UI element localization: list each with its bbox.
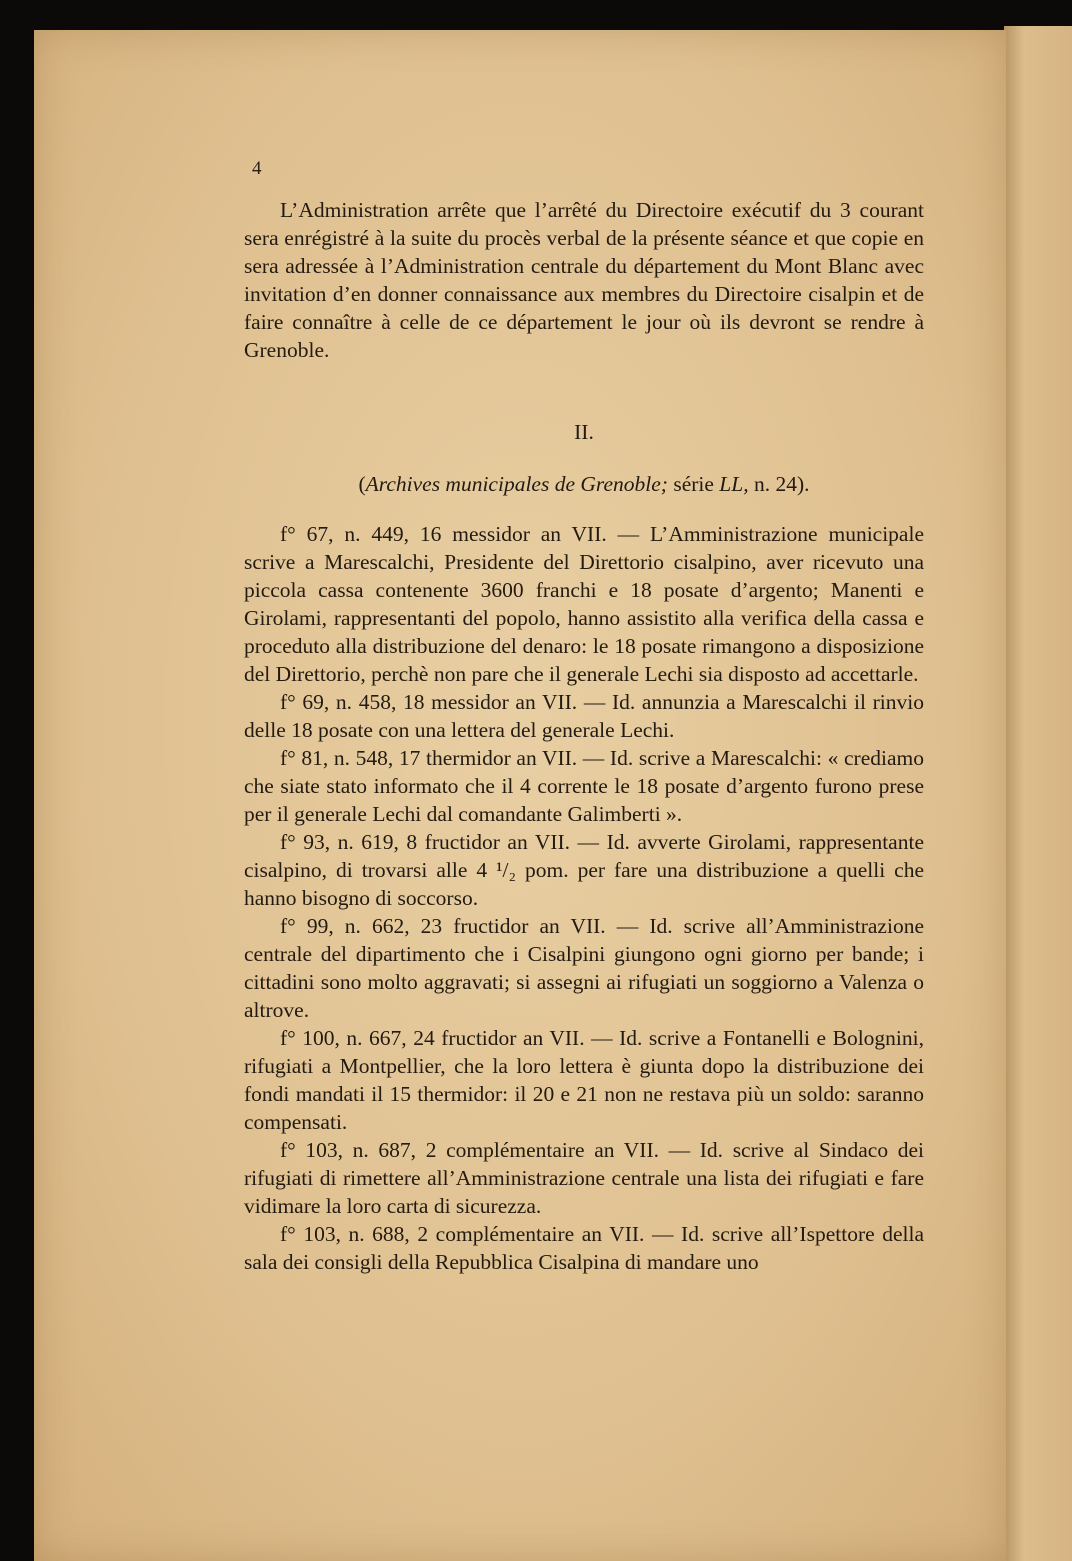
page-number: 4: [252, 158, 262, 179]
entry-paragraph: f° 103, n. 687, 2 complémentaire an VII. — Id. scrive al Sindaco dei rifugiati di rimettere all’Amministrazione centrale una lista dei rifugiati e fare vidimare la loro carta di sicurezza.: [244, 1138, 924, 1218]
entry-paragraph: f° 67, n. 449, 16 messidor an VII. — L’Amministrazione municipale scrive a Marescalchi, Presidente del Direttorio cisalpino, aver ricevuto una piccola cassa contenente 3600 franchi e 18 posate d’argento; Manenti e Girolami, rappresentanti del popolo, hanno assistito alla verifica della cassa e proceduto alla distribuzione del denaro: le 18 posate rimangono a disposizione del Direttorio, perchè non pare che il generale Lechi sia disposto ad accettarle.: [244, 522, 924, 686]
source-archive: Archives municipales de Grenoble;: [365, 472, 668, 496]
entries-block: [244, 520, 924, 1276]
entry-paragraph: f° 103, n. 688, 2 complémentaire an VII. — Id. scrive all’Ispettore della sala dei consigli della Repubblica Cisalpina di mandare uno: [244, 1222, 924, 1274]
section-heading: II.: [574, 420, 594, 444]
source-serie: série: [667, 472, 720, 496]
entry-paragraph: f° 93, n. 619, 8 fructidor an VII. — Id. avverte Girolami, rappresentante cisalpino, di trovarsi alle 4 ¹/₂ pom. per fare una distribuzione a quelli che hanno bisogno di soccorso.: [244, 830, 924, 910]
source-close: n. 24).: [748, 472, 810, 496]
source-citation: [244, 470, 924, 498]
source-open: (: [358, 472, 366, 496]
entry-paragraph: f° 100, n. 667, 24 fructidor an VII. — Id. scrive a Fontanelli e Bolognini, rifugiati a Montpellier, che la loro lettera è giunta dopo la distribuzione dei fondi mandati il 15 thermidor: il 20 e 21 non ne restava più un soldo: saranno compensati.: [244, 1026, 924, 1134]
entry-paragraph: f° 99, n. 662, 23 fructidor an VII. — Id. scrive all’Amministrazione centrale del dipartimento che i Cisalpini giungono ogni giorno per bande; i cittadini sono molto aggravati; si assegni ai rifugiati un soggiorno a Valenza o altrove.: [244, 914, 924, 1022]
intro-paragraph: L’Administration arrête que l’arrêté du Directoire exécutif du 3 courant sera enrégistré à la suite du procès verbal de la présente séance et que copie en sera adressée à l’Administration centrale du département du Mont Blanc avec invitation d’en donner connaissance aux membres du Directoire cisalpin et de faire connaître à celle de ce département le jour où ils devront se rendre à Grenoble.: [244, 198, 924, 362]
source-series: LL,: [719, 472, 749, 496]
section-heading-block: [244, 418, 924, 446]
entry-paragraph: f° 81, n. 548, 17 thermidor an VII. — Id. scrive a Marescalchi: « crediamo che siate stato informato che il 4 corrente le 18 posate d’argento furono prese per il generale Lechi dal comandante Galimberti ».: [244, 746, 924, 826]
adjacent-page-edge: [1004, 26, 1072, 1561]
source-block: [244, 470, 924, 498]
intro-block: [244, 196, 924, 364]
entry-paragraph: f° 69, n. 458, 18 messidor an VII. — Id. annunzia a Marescalchi il rinvio delle 18 posate con una lettera del generale Lechi.: [244, 690, 924, 742]
